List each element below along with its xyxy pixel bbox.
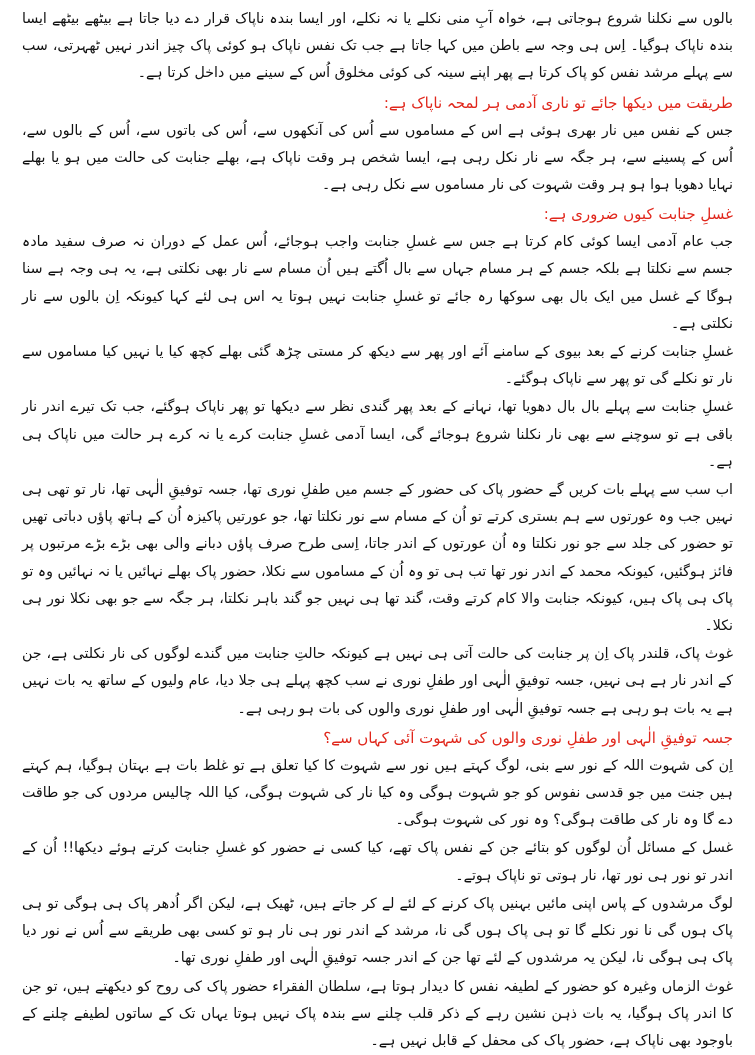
section-heading: طریقت میں دیکھا جائے تو ناری آدمی ہر لمحہ ناپاک ہے: (22, 90, 733, 117)
paragraph: غوث الزماں وغیرہ کو حضور کے لطیفہ نفس کا دیدار ہوتا ہے، سلطان الفقراء حضور پاک کی روح کو دیکھتے ہیں، تو جن کا اندر پاک ہوگیا، یہ بات ذہن نشین رہے کے ذکر قلب چلنے سے بندہ پاک نہیں ہوتا یہاں تک کے ساتوں لطیفے چلنے کے باوجود بھی ناپاک ہے، حضور پاک کی محفل کے قابل نہیں ہے۔ (22, 974, 733, 1055)
paragraph: اِن کی شہوت اللہ کے نور سے بنی، لوگ کہتے ہیں نور سے شہوت کا کیا تعلق ہے تو غلط بات ہے بہتان ہوگیا، ہم کہتے ہیں جنت میں جو قدسی نفوس کو جو شہوت ہوگی وہ کیا نار کی شہوت ہوگی، کیا اللہ چالیس مردوں کی جو طاقت دے گا وہ نار کی طاقت ہوگی؟ وہ نور کی شہوت ہوگی۔ (22, 753, 733, 835)
paragraph: غسلِ جنابت سے پہلے بال بال دھویا تھا، نہانے کے بعد پھر گندی نظر سے دیکھا تو پھر ناپاک ہوگئے، جب تک تیرے اندر نار باقی ہے تو سوچنے سے بھی نار نکلنا شروع ہوجائے گی، ایسا آدمی غسلِ جنابت کرے یا نہ کرے ہر حالت میں ناپاک ہی ہے۔ (22, 394, 733, 476)
paragraph: بالوں سے نکلنا شروع ہوجاتی ہے، خواہ آبِ منی نکلے یا نہ نکلے، اور ایسا بندہ ناپاک قرار دے دیا جاتا ہے بیٹھے بیٹھے ایسا بندہ ناپاک ہوگیا۔ اِس ہی وجہ سے باطن میں کہا جاتا ہے جب تک نفس ناپاک ہو کوئی پاک چیز اندر نہیں ٹھہرتی، سب سے پہلے مرشد نفس کو پاک کرتا ہے پھر اپنے سینہ کی کوئی مخلوق اُس کے سینے میں داخل کرتا ہے۔ (22, 6, 733, 88)
section-heading: غسلِ جنابت کیوں ضروری ہے: (22, 201, 733, 228)
paragraph: جب عام آدمی ایسا کوئی کام کرتا ہے جس سے غسلِ جنابت واجب ہوجائے، اُس عمل کے دوران نہ صرف سفید مادہ جسم سے نکلتا ہے بلکہ جسم کے ہر مسام جہاں سے بال اُگتے ہیں اُن مسام سے نار بھی نکلتی ہے، یہ ہی وجہ ہے سنا ہوگا کے غسل میں ایک بال بھی سوکھا رہ جائے تو غسلِ جنابت نہیں ہوتا یہ اس ہی لئے کہا کیونکہ اِن بالوں سے نار نکلتی ہے۔ (22, 229, 733, 338)
paragraph: غسل کے مسائل اُن لوگوں کو بتائے جن کے نفس پاک تھے، کیا کسی نے حضور کو غسلِ جنابت کرتے ہوئے دیکھا!! اُن کے اندر تو نور ہی نور تھا، نار ہوتی تو ناپاک ہوتے۔ (22, 835, 733, 889)
section-heading: جسہ توفیقِ الٰہی اور طفلِ نوری والوں کی شہوت آئی کہاں سے؟ (22, 725, 733, 752)
paragraph: جس کے نفس میں نار بھری ہوئی ہے اس کے مساموں سے اُس کی آنکھوں سے، اُس کی باتوں سے، اُس کے بالوں سے، اُس کے پسینے سے، ہر جگہ سے نار نکل رہی ہے، ایسا شخص ہر وقت ناپاک ہے، بھلے جنابت کی حالت میں ہو یا بھلے نہایا دھویا ہوا ہو ہر وقت شہوت کی نار مساموں سے نکل رہی ہے۔ (22, 118, 733, 200)
paragraph: غوث پاک، قلندر پاک اِن پر جنابت کی حالت آتی ہی نہیں ہے کیونکہ حالتِ جنابت میں گندے لوگوں کی نار نکلتی ہے، جن کے اندر نار ہے ہی نہیں، جسہ توفیقِ الٰہی اور طفلِ نوری نے سب کچھ پہلے ہی جلا دیا، عام ولیوں کے ساتھ یہ بات نہیں ہے یہ بات ہو رہی ہے جسہ توفیقِ الٰہی اور طفلِ نوری والوں کی بات ہو رہی ہے۔ (22, 641, 733, 723)
paragraph: لوگ مرشدوں کے پاس اپنی مائیں بہنیں پاک کرنے کے لئے لے کر جاتے ہیں، ٹھیک ہے، لیکن اگر اُدھر پاک ہی ہوگی تو ہی پاک ہوں گی نا نور نکلے گا تو ہی پاک ہوں گی نا، مرشد کے اندر نور ہی نار ہو تو کسی بھی طریقے سے اُس نے نور دیا پاک ہی ہوگی نا، لیکن یہ مرشدوں کے لئے تھا جن کے اندر جسہ توفیقِ الٰہی اور طفلِ نوری تھا۔ (22, 891, 733, 973)
paragraph: غسلِ جنابت کرنے کے بعد بیوی کے سامنے آئے اور پھر سے دیکھ کر مستی چڑھ گئی بھلے کچھ کیا یا نہیں کیا مساموں سے نار تو نکلے گی تو پھر سے ناپاک ہوگئے۔ (22, 339, 733, 393)
paragraph: اب سب سے پہلے بات کریں گے حضور پاک کی حضور کے جسم میں طفلِ نوری تھا، جسہ توفیقِ الٰہی تھا، نار تو تھی ہی نہیں جب وہ عورتوں سے ہم بستری کرتے تو اُن کے مسام سے نور نکلتا تھا، جو عورتیں پاکیزہ اُن کے ہاتھ پاؤں دباتی تھیں تو حضور کی جلد سے جو نور نکلتا وہ اُن عورتوں کے اندر جاتا، اِسی طرح صرف پاؤں دبانے والی بھی بڑے بڑے مرتبوں پر فائز ہوگئیں، کیونکہ محمد کے اندر نور تھا تب ہی تو وہ اُن کے مساموں سے نکلا، حضور پاک بھلے نہائیں یا نہ نہائیں وہ تو پاک ہی پاک ہیں، کیونکہ جنابت والا کام کرتے وقت، گند تھا ہی نہیں جو گند باہر نکلتا، ہر جگہ سے جو بھی نکلا نور ہی نکلا۔ (22, 477, 733, 640)
